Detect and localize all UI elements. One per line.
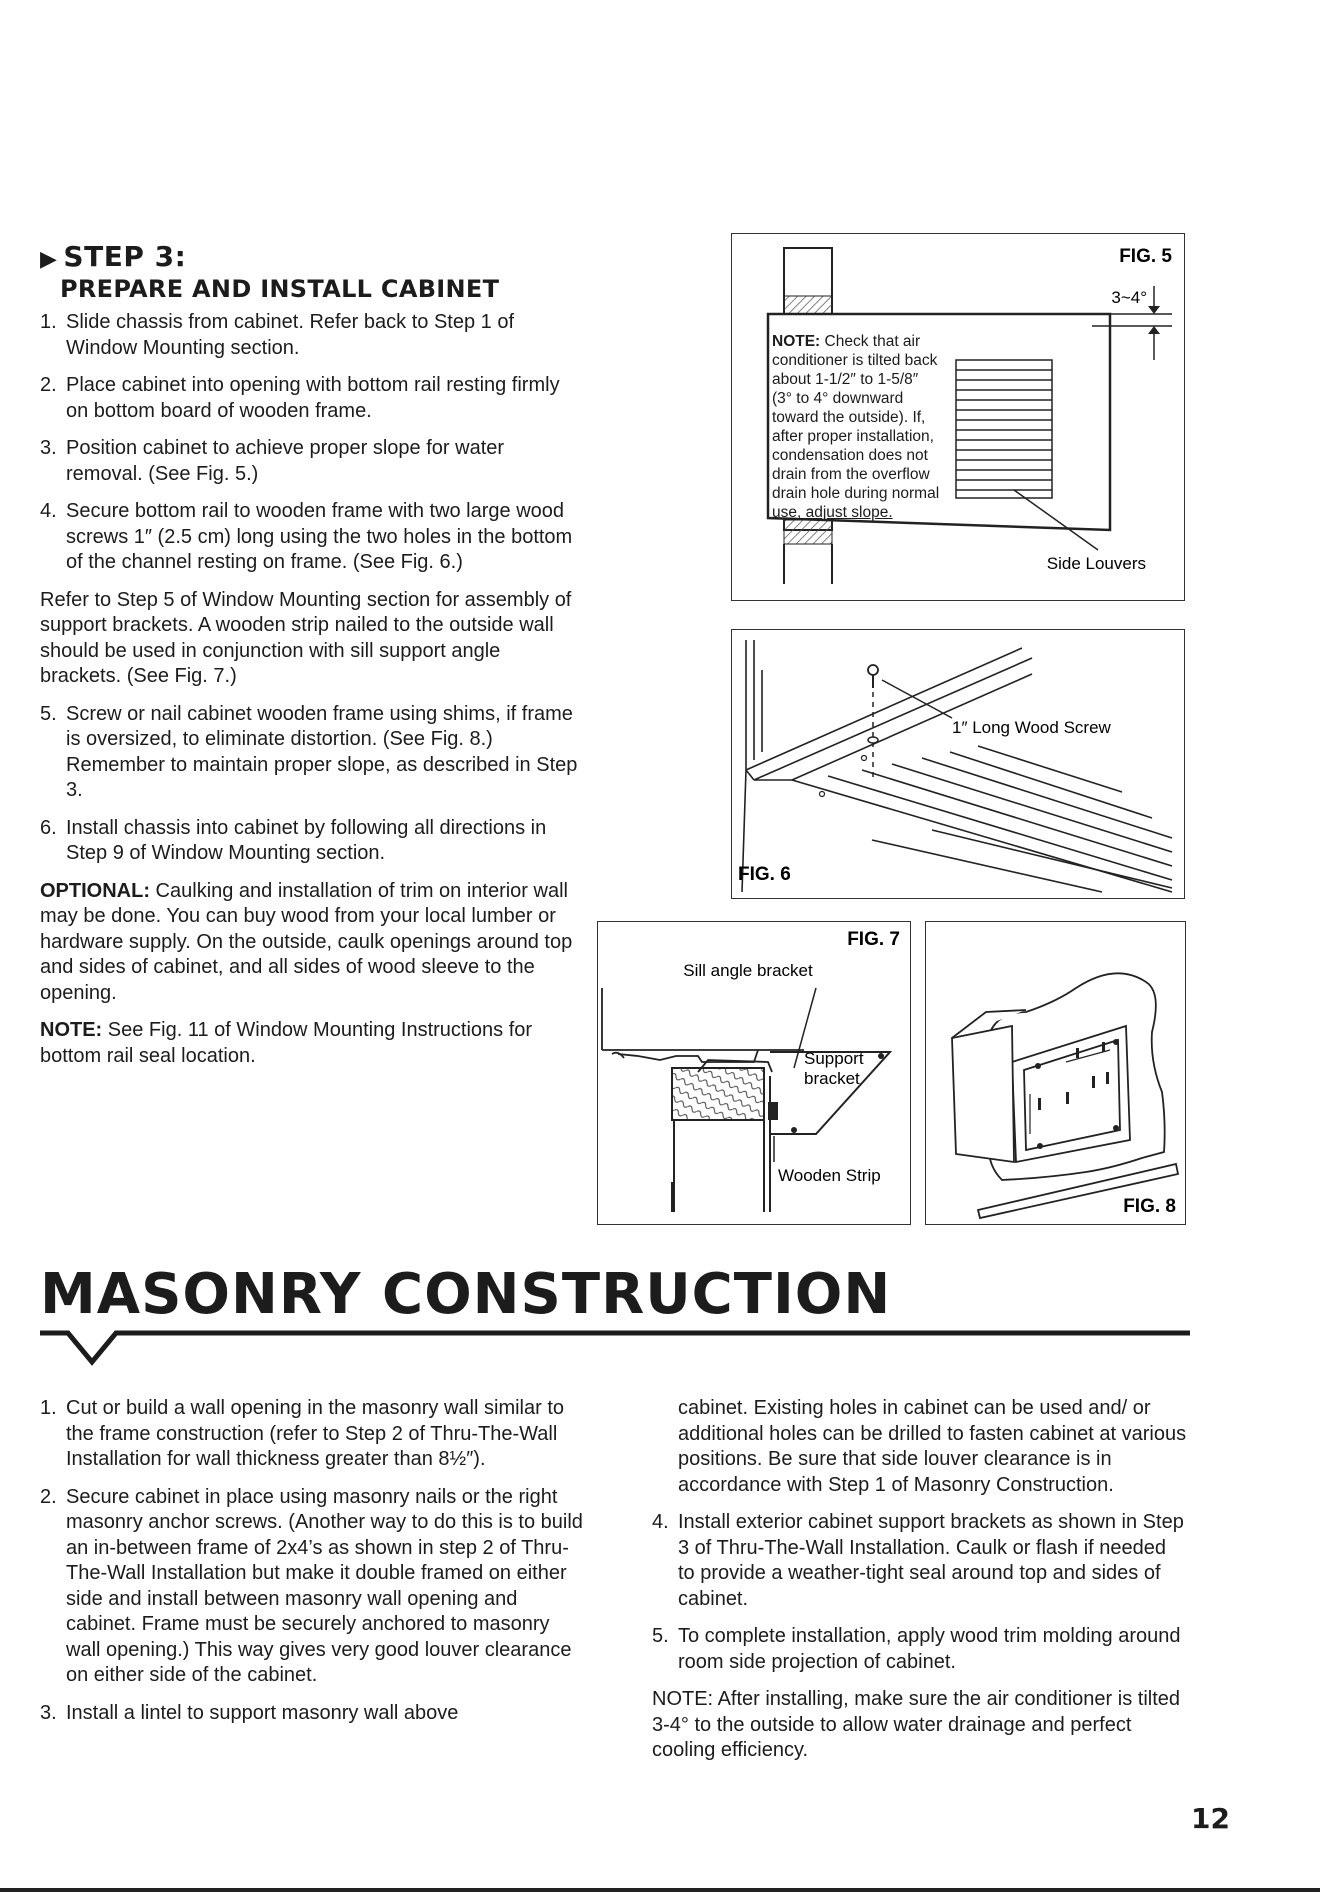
list-item: 1. Slide chassis from cabinet. Refer back to Step 1 of Window Mounting section.	[40, 311, 514, 359]
section-title: MASONRY CONSTRUCTION	[40, 1262, 892, 1327]
step-subtitle: PREPARE AND INSTALL CABINET	[60, 275, 500, 303]
fig7-label: FIG. 7	[847, 929, 900, 950]
fig6-illustration	[732, 630, 1184, 898]
step3-list-a	[40, 310, 580, 576]
list-item: 1. Cut or build a wall opening in the masonry wall similar to the frame construction (refer to Step 2 of Thru-The-Wall Installation for wall thickness greater than 8½″).	[40, 1397, 565, 1470]
bottom-rule	[0, 1888, 1320, 1892]
list-item: 2. Place cabinet into opening with bottom rail resting firmly on bottom board of wooden frame.	[40, 374, 560, 422]
side-louvers	[956, 360, 1052, 498]
figure-5	[731, 233, 1185, 601]
list-item: 5. Screw or nail cabinet wooden frame using shims, if frame is oversized, to eliminate distortion. (See Fig. 8.) Remember to maintain proper slope, as described in Step 3.	[40, 702, 578, 801]
step3-list-b	[40, 702, 580, 867]
figure-6	[731, 629, 1185, 899]
list-item: 3. Install a lintel to support masonry wall above	[40, 1701, 459, 1724]
figure-7	[597, 921, 911, 1225]
step-heading	[40, 240, 499, 303]
fig7-strip-label: Wooden Strip	[778, 1166, 881, 1185]
masonry-list-right	[652, 1510, 1187, 1675]
fig8-illustration	[926, 922, 1185, 1224]
fig6-screw-label: 1″ Long Wood Screw	[952, 718, 1111, 737]
note-paragraph: NOTE: See Fig. 11 of Window Mounting Instructions for bottom rail seal location.	[40, 1019, 533, 1067]
masonry-right-column	[652, 1396, 1187, 1776]
section-rule-chevron-icon	[40, 1326, 1190, 1370]
fig6-label: FIG. 6	[738, 864, 791, 885]
list-item: 5. To complete installation, apply wood trim molding around room side projection of cabinet.	[652, 1625, 1181, 1673]
fig5-note: NOTE: Check that air conditioner is tilted back about 1-1/2″ to 1-5/8″ (3° to 4° downward toward the outside). If, after proper installation, condensation does not drain from the overflow drain hole during normal use, adjust slope.	[772, 333, 940, 521]
masonry-list-left	[40, 1396, 585, 1726]
fig5-angle: 3~4°	[1111, 288, 1147, 307]
fig5-louver-label: Side Louvers	[1046, 554, 1146, 573]
fig7-support-label-2: bracket	[804, 1069, 860, 1088]
step3-body	[40, 310, 580, 1081]
triangle-bullet-icon: ▶	[40, 247, 58, 272]
list-item: 4. Install exterior cabinet support brackets as shown in Step 3 of Thru-The-Wall Installation. Caulk or flash if needed to provide a weather-tight seal around top and sides of cabinet.	[652, 1511, 1184, 1610]
fig7-illustration	[598, 922, 910, 1224]
fig8-label: FIG. 8	[1123, 1196, 1176, 1217]
refer-paragraph: Refer to Step 5 of Window Mounting section for assembly of support brackets. A wooden strip nailed to the outside wall should be used in conjunction with sill support angle brackets. (See Fig. 7.)	[40, 588, 572, 687]
step-title: ▶ STEP 3:	[40, 240, 187, 273]
masonry-left-column	[40, 1396, 585, 1738]
final-note: NOTE: After installing, make sure the air conditioner is tilted 3-4° to the outside to allow water drainage and perfect cooling efficiency.	[652, 1688, 1181, 1761]
list-item: 6. Install chassis into cabinet by following all directions in Step 9 of Window Mounting section.	[40, 816, 547, 864]
figure-8	[925, 921, 1186, 1225]
fig5-label: FIG. 5	[1119, 246, 1172, 267]
continued-paragraph: cabinet. Existing holes in cabinet can be used and/ or additional holes can be drilled to fasten cabinet at various positions. Be sure that side louver clearance is in accordance with Step 1 of Masonry Construction.	[678, 1397, 1187, 1496]
list-item: 3. Position cabinet to achieve proper slope for water removal. (See Fig. 5.)	[40, 437, 505, 485]
list-item: 4. Secure bottom rail to wooden frame with two large wood screws 1″ (2.5 cm) long using the two holes in the bottom of the channel resting on frame. (See Fig. 6.)	[40, 500, 573, 573]
fig7-support-label-1: Support	[804, 1049, 864, 1068]
page-number: 12	[1191, 1802, 1230, 1835]
list-item: 2. Secure cabinet in place using masonry nails or the right masonry anchor screws. (Another way to do this is to build an in-between frame of 2x4’s as shown in step 2 of Thru-The-Wall Installation but make it double framed on either side and install between masonry wall opening and cabinet. Frame must be securely anchored to masonry wall opening.) This way gives very good louver clearance on either side of the cabinet.	[40, 1485, 583, 1686]
fig7-sill-label: Sill angle bracket	[683, 961, 813, 980]
optional-paragraph: OPTIONAL: Caulking and installation of trim on interior wall may be done. You can buy wood from your local lumber or hardware supply. On the outside, caulk openings around top and sides of cabinet, and all sides of wood sleeve to the opening.	[40, 879, 573, 1004]
